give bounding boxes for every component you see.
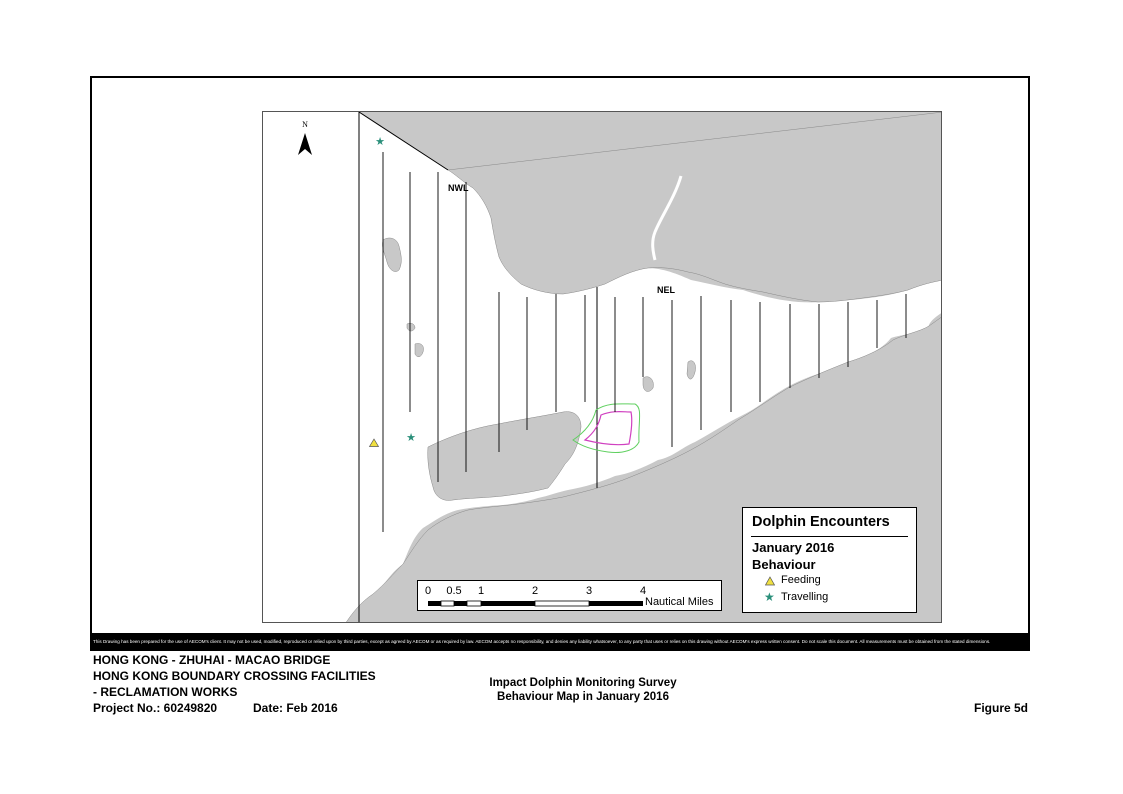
legend-item-feeding: [781, 574, 821, 586]
drawing-date: Date: Feb 2016: [253, 701, 338, 715]
scale-label: 0.5: [446, 585, 462, 597]
svg-text:★: ★: [375, 136, 385, 148]
drawing-title-line1: Impact Dolphin Monitoring Survey: [489, 677, 677, 689]
project-title-line2: HONG KONG BOUNDARY CROSSING FACILITIES: [93, 669, 376, 683]
island-2: [407, 323, 415, 331]
legend-label-travelling: Travelling: [781, 591, 829, 603]
legend-title: Dolphin Encounters: [752, 514, 890, 530]
scale-label: 0: [424, 585, 432, 597]
project-number: Project No.: 60249820: [93, 701, 218, 715]
legend-subtitle: Behaviour: [752, 557, 816, 572]
star-icon: ★: [764, 590, 775, 604]
project-title-line3: - RECLAMATION WORKS: [93, 685, 238, 699]
drawing-title-line2: Behaviour Map in January 2016: [497, 691, 669, 703]
legend-label-feeding: Feeding: [781, 574, 821, 586]
northern-mainland: [448, 112, 942, 302]
legend-box: [742, 507, 917, 613]
area-label-nel: NEL: [657, 285, 675, 295]
svg-text:★: ★: [406, 432, 416, 444]
legend-item-travelling: [764, 590, 829, 604]
scale-bar: [417, 580, 722, 611]
north-label: N: [302, 120, 308, 129]
legend-month: January 2016: [752, 540, 835, 555]
project-title-line1: HONG KONG - ZHUHAI - MACAO BRIDGE: [93, 653, 331, 667]
scale-unit: Nautical Miles: [645, 596, 714, 608]
scale-label: 1: [477, 585, 485, 597]
star-icon: [375, 136, 385, 148]
area-label-nwl: NWL: [448, 183, 469, 193]
triangle-icon: [765, 576, 775, 586]
star-icon: [406, 432, 416, 444]
scale-label: 3: [585, 585, 593, 597]
legend-divider: [751, 536, 908, 537]
scale-label: 2: [531, 585, 539, 597]
figure-number: Figure 5d: [974, 701, 1029, 715]
scale-label: 4: [639, 585, 647, 597]
disclaimer-bar: This Drawing has been prepared for the use of AECOM's client. It may not be used, modified, reproduced or relied upon by third parties, except as agreed by AECOM or as required by law. AECOM accepts no responsibility, and denies any liability whatsoever, to any party that uses or relies on this drawing without AECOM's express written consent. Do not scale this document. All measurements must be obtained from the stated dimensions.: [90, 633, 1030, 651]
